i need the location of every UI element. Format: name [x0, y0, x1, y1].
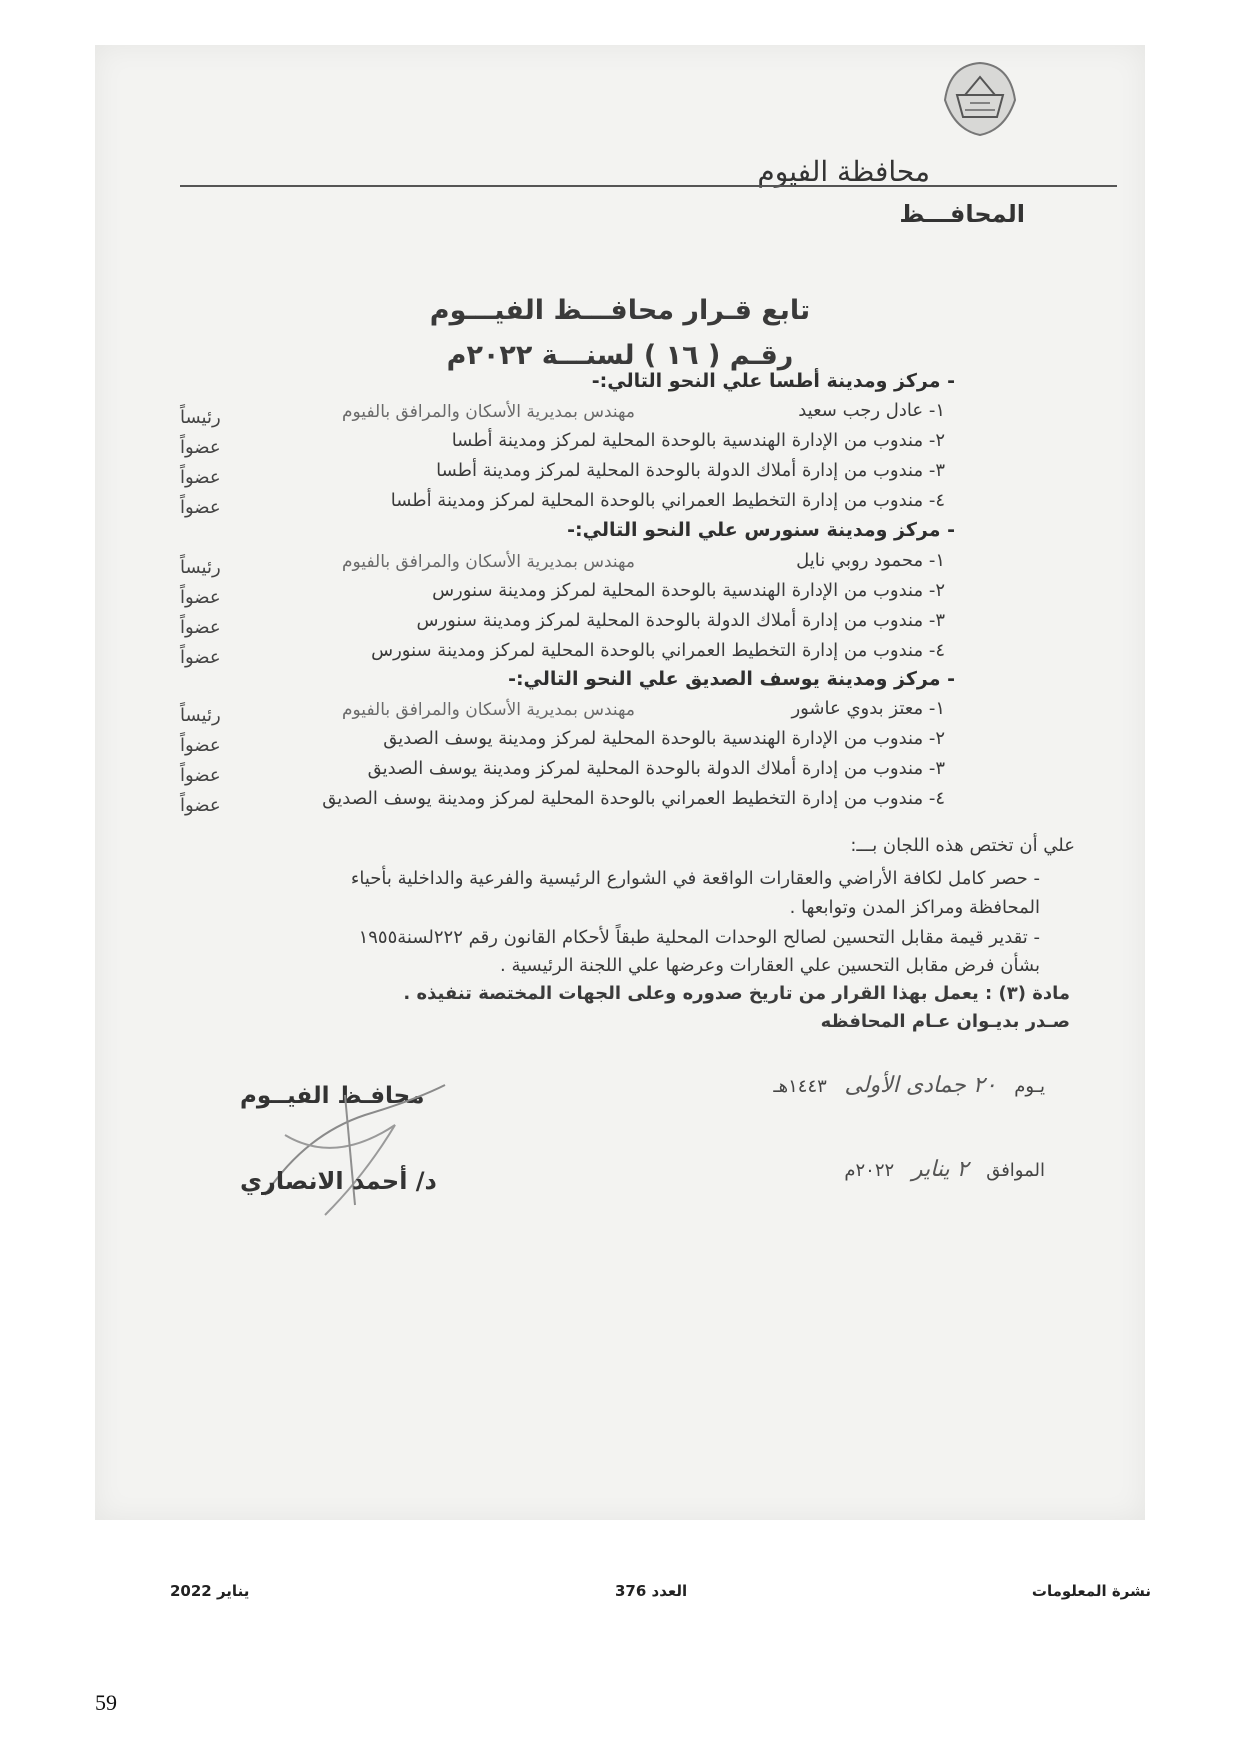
committee-member: ٣- مندوب من إدارة أملاك الدولة بالوحدة المحلية لمركز ومدينة أطسا	[436, 460, 945, 481]
member-job: مهندس بمديرية الأسكان والمرافق بالفيوم	[342, 552, 635, 572]
governorate-emblem	[935, 55, 1025, 140]
committee-member: ٢- مندوب من الإدارة الهندسية بالوحدة المحلية لمركز ومدينة أطسا	[451, 430, 945, 451]
duty-bullet: - تقدير قيمة مقابل التحسين لصالح الوحدات المحلية طبقاً لأحكام القانون رقم ٢٢٢لسنة١٩٥٥	[358, 927, 1040, 948]
signer-title: محافـظ الفيــوم	[240, 1083, 425, 1109]
gregorian-date: الموافق ٢ يناير ٢٠٢٢م	[844, 1157, 1045, 1182]
committee-member: ٤- مندوب من إدارة التخطيط العمراني بالوحدة المحلية لمركز ومدينة يوسف الصديق	[322, 788, 945, 809]
signer-name: د/ أحمد الانصاري	[240, 1167, 437, 1195]
committee-member: ٣- مندوب من إدارة أملاك الدولة بالوحدة المحلية لمركز ومدينة يوسف الصديق	[367, 758, 945, 779]
decree-number: رقـم ( ١٦ ) لسنـــة ٢٠٢٢م	[446, 340, 794, 371]
committee-member: ٤- مندوب من إدارة التخطيط العمراني بالوحدة المحلية لمركز ومدينة سنورس	[371, 640, 945, 661]
header-divider	[180, 185, 1117, 187]
member-role: عضواً	[180, 467, 221, 488]
member-role: رئيساً	[180, 705, 221, 726]
duty-bullet: - حصر كامل لكافة الأراضي والعقارات الواقعة في الشوارع الرئيسية والفرعية والداخلية بأحياء	[350, 868, 1040, 889]
member-role: عضواً	[180, 647, 221, 668]
section-heading: - مركز ومدينة سنورس علي النحو التالي:-	[567, 519, 955, 541]
member-job: مهندس بمديرية الأسكان والمرافق بالفيوم	[342, 700, 635, 720]
committee-member: ٢- مندوب من الإدارة الهندسية بالوحدة المحلية لمركز ومدينة يوسف الصديق	[383, 728, 945, 749]
member-role: عضواً	[180, 795, 221, 816]
member-role: عضواً	[180, 587, 221, 608]
member-role: رئيساً	[180, 557, 221, 578]
committee-member: ٤- مندوب من إدارة التخطيط العمراني بالوحدة المحلية لمركز ومدينة أطسا	[390, 490, 945, 511]
decree-title: تابع قـرار محافـــظ الفيـــوم	[429, 295, 811, 326]
issued-at: صـدر بديـوان عـام المحافظه	[820, 1011, 1070, 1032]
committee-member: ٣- مندوب من إدارة أملاك الدولة بالوحدة المحلية لمركز ومدينة سنورس	[416, 610, 945, 631]
governorate-name: محافظة الفيوم	[757, 155, 930, 188]
member-role: عضواً	[180, 735, 221, 756]
committee-member: ١- محمود روبي نايل	[796, 550, 945, 571]
member-role: عضواً	[180, 497, 221, 518]
section-heading: - مركز ومدينة أطسا علي النحو التالي:-	[591, 370, 955, 392]
duty-bullet-continued: بشأن فرض مقابل التحسين علي العقارات وعرضها علي اللجنة الرئيسية .	[500, 955, 1040, 976]
footer-issue: العدد 376	[615, 1582, 688, 1600]
governor-title: المحافـــظ	[899, 200, 1025, 228]
handwritten-signature	[245, 1075, 465, 1225]
duty-bullet-continued: المحافظة ومراكز المدن وتوابعها .	[789, 897, 1040, 918]
member-role: عضواً	[180, 765, 221, 786]
footer-publication: نشرة المعلومات	[1031, 1582, 1151, 1600]
committee-member: ١- معتز بدوي عاشور	[791, 698, 945, 719]
committee-member: ١- عادل رجب سعيد	[798, 400, 945, 421]
member-job: مهندس بمديرية الأسكان والمرافق بالفيوم	[342, 402, 635, 422]
page-number: 59	[95, 1690, 117, 1715]
hijri-date: يـوم ٢٠ جمادى الأولى ١٤٤٣هـ	[773, 1073, 1045, 1098]
scanned-decree-page	[95, 45, 1145, 1520]
member-role: رئيساً	[180, 407, 221, 428]
committee-member: ٢- مندوب من الإدارة الهندسية بالوحدة المحلية لمركز ومدينة سنورس	[432, 580, 945, 601]
committee-duties-intro: علي أن تختص هذه اللجان بـــ:	[850, 835, 1075, 856]
section-heading: - مركز ومدينة يوسف الصديق علي النحو التالي:-	[508, 668, 955, 690]
member-role: عضواً	[180, 617, 221, 638]
member-role: عضواً	[180, 437, 221, 458]
footer-date: يناير 2022	[170, 1582, 250, 1600]
article-3: مادة (٣) : يعمل بهذا القرار من تاريخ صدوره وعلى الجهات المختصة تنفيذه .	[403, 983, 1070, 1004]
